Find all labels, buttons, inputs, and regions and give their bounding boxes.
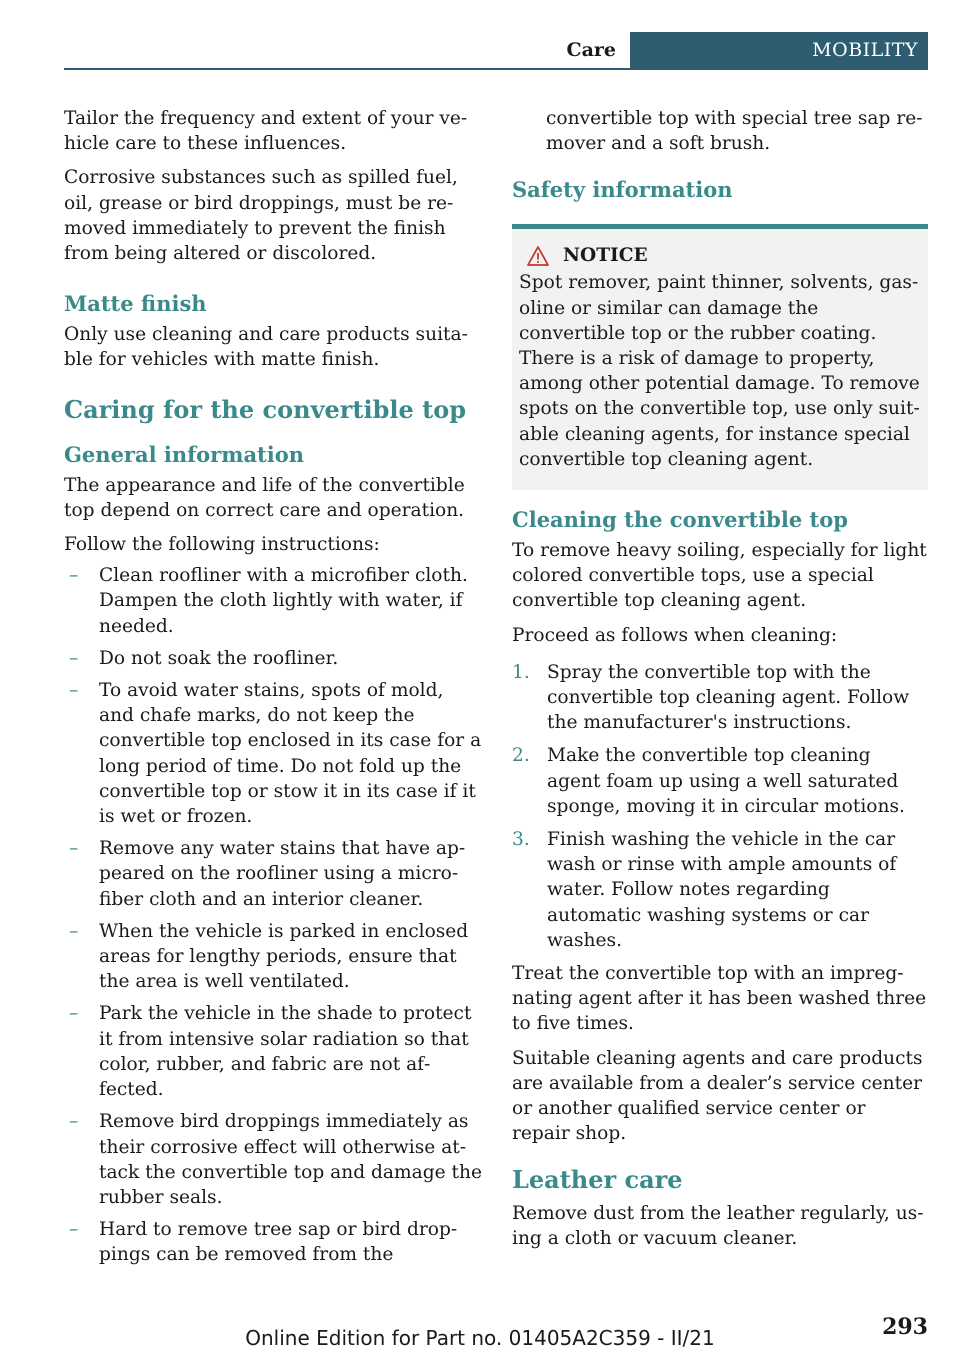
header-section-title: Care [566, 39, 616, 61]
list-item [64, 646, 482, 671]
dash-bullet: – [69, 1219, 79, 1241]
list-item-text: Remove bird droppings immediately as their corrosive effect will otherwise at‐ tack the convertible top and damage the rubber seals. [99, 1111, 482, 1208]
list-item-text: When the vehicle is parked in enclosed areas for lengthy periods, ensure that the area is well ventilated. [99, 920, 469, 993]
matte-finish-heading: Matte finish [64, 291, 207, 317]
notice-box [512, 224, 928, 490]
right-column [512, 106, 928, 1260]
dash-bullet: – [69, 565, 79, 587]
list-item [64, 678, 482, 829]
list-item [64, 919, 482, 995]
header-chapter-tab: MOBILITY [630, 32, 928, 68]
list-item [512, 827, 928, 953]
list-item-text: Clean roofliner with a microfiber cloth. Dampen the cloth lightly with water, if needed. [99, 565, 468, 637]
dash-bullet: – [69, 838, 79, 860]
safety-information-heading: Safety information [512, 177, 733, 203]
list-item [512, 660, 928, 736]
list-item-text: To avoid water stains, spots of mold, and chafe marks, do not keep the convertible top enclosed in its case for a long period of time. Do not fold up the convertible top or stow it in its case if it is wet or frozen. [99, 680, 482, 828]
page-number: 293 [882, 1314, 928, 1340]
notice-text: Spot remover, paint thinner, solvents, gas‐ oline or similar can damage the convertible top or the rubber coating. There is a risk of damage to property, among other potential damage. To remove spots on the convertible top, use only suit‐ able cleaning agents, for instance special convertible top cleaning agent. [519, 272, 920, 470]
warning-triangle-icon [527, 246, 549, 266]
intro-paragraph: Tailor the frequency and extent of your ve‐ hicle care to these influences. [64, 108, 468, 155]
treat-text: Treat the convertible top with an impreg‐ nating agent after it has been washed three to five times. [512, 963, 927, 1035]
intro-paragraph: Corrosive substances such as spilled fuel, oil, grease or bird droppings, must be re‐ moved immediately to prevent the finish from being altered or discolored. [64, 167, 458, 265]
convertible-top-heading: Caring for the convertible top [64, 394, 467, 424]
step-text: Finish washing the vehicle in the car wash or rinse with ample amounts of water. Follow notes regarding automatic washing systems or car washes. [547, 829, 897, 951]
matte-finish-text: Only use cleaning and care products suita‐ ble for vehicles with matte finish. [64, 324, 468, 371]
proceed-text: Proceed as follows when cleaning: [512, 624, 838, 646]
list-item [64, 563, 482, 639]
list-item [64, 836, 482, 912]
list-item [64, 1217, 482, 1267]
cleaning-convertible-heading: Cleaning the convertible top [512, 507, 848, 533]
continuation-text: convertible top with special tree sap re‐ mover and a soft brush. [546, 108, 923, 155]
dash-bullet: – [69, 920, 79, 942]
list-item-text: Do not soak the roofliner. [99, 647, 339, 669]
step-text: Spray the convertible top with the convertible top cleaning agent. Follow the manufacturer's instructions. [547, 661, 910, 734]
leather-care-text: Remove dust from the leather regularly, us‐ ing a cloth or vacuum cleaner. [512, 1202, 924, 1249]
edition-footer: Online Edition for Part no. 01405A2C359 - II/21 [245, 1326, 715, 1350]
list-item-text: Park the vehicle in the shade to protect it from intensive solar radiation so that color, rubber, and fabric are not af‐ fected. [99, 1003, 472, 1101]
dash-bullet: – [69, 680, 79, 702]
instructions-list [64, 563, 482, 1267]
list-item-text: Hard to remove tree sap or bird drop‐ pings can be removed from the [99, 1219, 458, 1266]
dash-bullet: – [69, 1003, 79, 1025]
dash-bullet: – [69, 1111, 79, 1133]
step-number: 2. [512, 745, 530, 767]
list-item [512, 743, 928, 819]
step-number: 3. [512, 829, 530, 851]
notice-header [519, 245, 920, 266]
notice-title: NOTICE [563, 245, 648, 267]
left-column [64, 106, 482, 1275]
cleaning-steps-list [512, 660, 928, 953]
list-item-text: Remove any water stains that have ap‐ peared on the roofliner using a micro‐ fiber cloth and an interior cleaner. [99, 838, 466, 910]
cleaning-text: To remove heavy soiling, especially for light colored convertible tops, use a special convertible top cleaning agent. [512, 540, 927, 612]
follow-instructions-text: Follow the following instructions: [64, 534, 380, 556]
list-item [64, 1001, 482, 1102]
page-header [64, 32, 928, 70]
general-information-text: The appearance and life of the convertible top depend on correct care and operation. [64, 474, 465, 521]
step-number: 1. [512, 661, 530, 683]
leather-care-heading: Leather care [512, 1164, 683, 1194]
dash-bullet: – [69, 647, 79, 669]
step-text: Make the convertible top cleaning agent foam up using a well saturated sponge, moving it in circular motions. [547, 745, 905, 817]
general-information-heading: General information [64, 441, 305, 467]
list-item [64, 1109, 482, 1210]
suitable-products-text: Suitable cleaning agents and care products are available from a dealer’s service center or another qualified service center or repair shop. [512, 1047, 923, 1145]
